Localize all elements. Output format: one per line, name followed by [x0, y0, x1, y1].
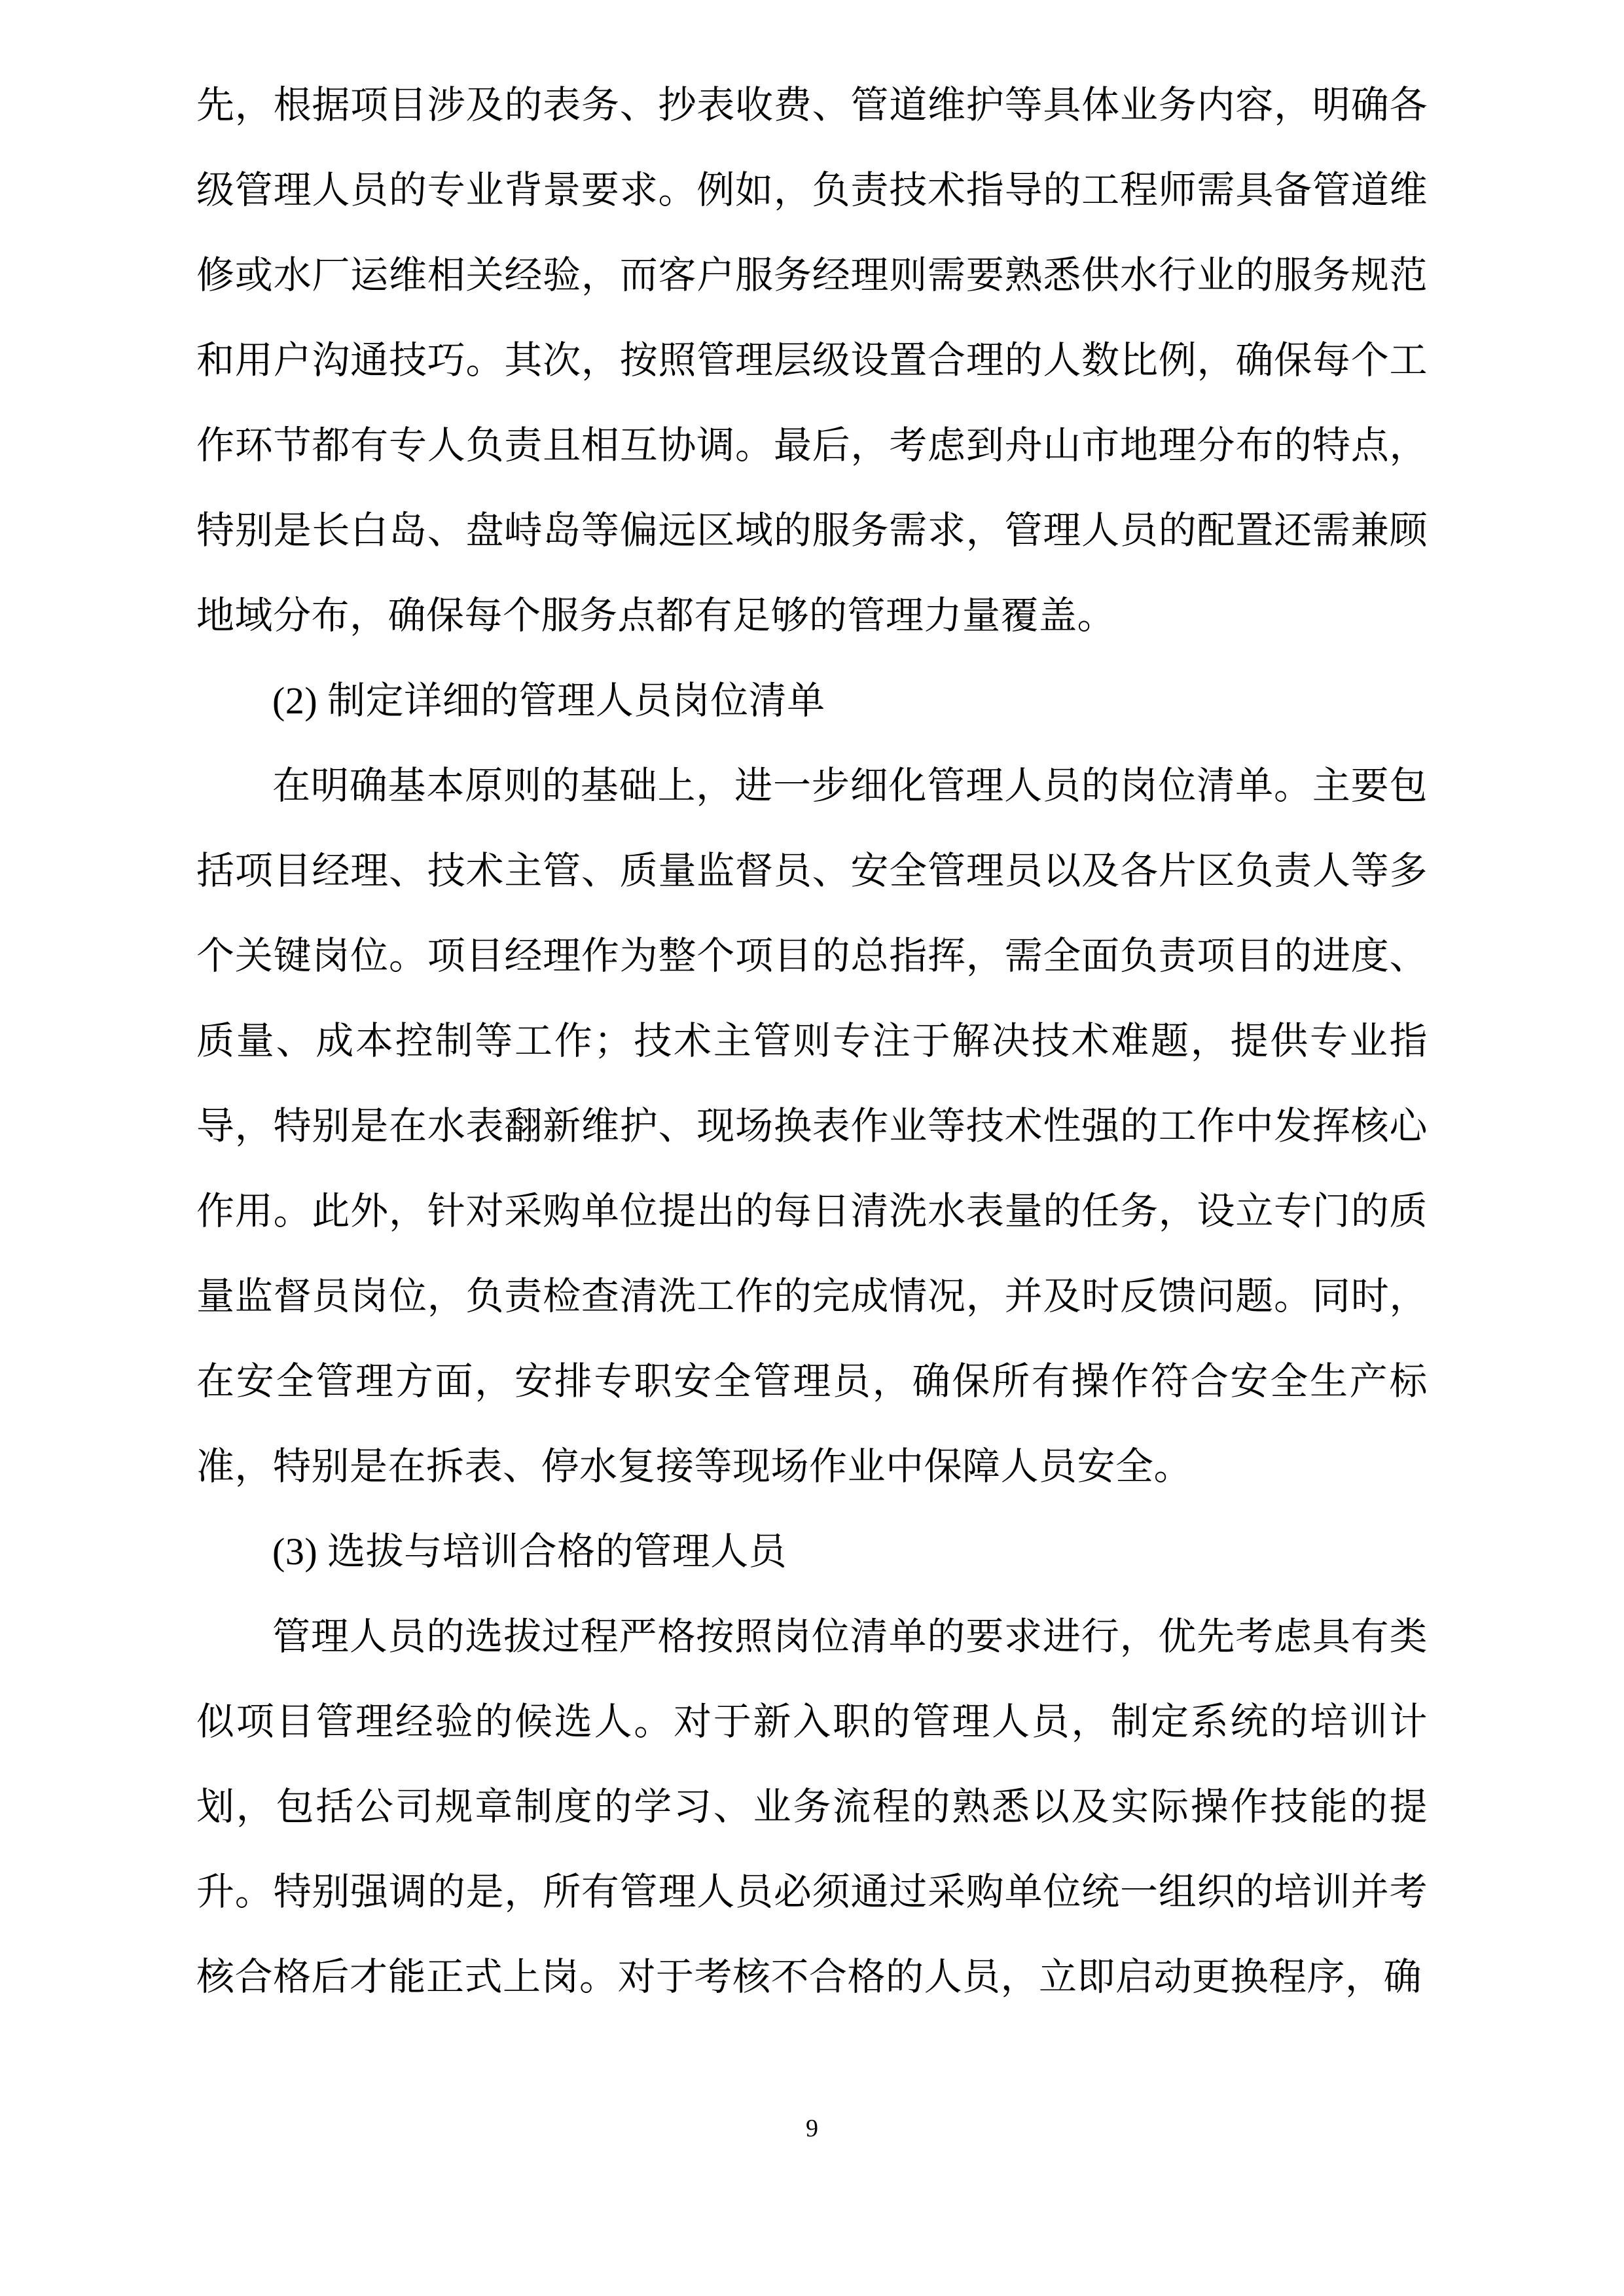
section-heading-2: (2) 制定详细的管理人员岗位清单 — [272, 679, 825, 722]
section-heading-3: (3) 选拔与培训合格的管理人员 — [272, 1530, 787, 1573]
paragraph-section-3: 管理人员的选拔过程严格按照岗位清单的要求进行，优先考虑具有类似项目管理经验的候选人。对于新入职的管理人员，制定系统的培训计划，包括公司规章制度的学习、业务流程的熟悉以及实际操作技能的提升。特别强调的是，所有管理人员必须通过采购单位统一组织的培训并考核合格后才能正式上岗。对于考核不合格的人员，立即启动更换程序，确 — [196, 1615, 1428, 1998]
paragraph-continuation: 先，根据项目涉及的表务、抄表收费、管道维护等具体业务内容，明确各级管理人员的专业背景要求。例如，负责技术指导的工程师需具备管道维修或水厂运维相关经验，而客户服务经理则需要熟悉供水行业的服务规范和用户沟通技巧。其次，按照管理层级设置合理的人数比例，确保每个工作环节都有专人负责且相互协调。最后，考虑到舟山市地理分布的特点，特别是长白岛、盘峙岛等偏远区域的服务需求，管理人员的配置还需兼顾地域分布，确保每个服务点都有足够的管理力量覆盖。 — [196, 84, 1428, 637]
paragraph-section-2: 在明确基本原则的基础上，进一步细化管理人员的岗位清单。主要包括项目经理、技术主管、质量监督员、安全管理员以及各片区负责人等多个关键岗位。项目经理作为整个项目的总指挥，需全面负责项目的进度、质量、成本控制等工作；技术主管则专注于解决技术难题，提供专业指导，特别是在水表翻新维护、现场换表作业等技术性强的工作中发挥核心作用。此外，针对采购单位提出的每日清洗水表量的任务，设立专门的质量监督员岗位，负责检查清洗工作的完成情况，并及时反馈问题。同时，在安全管理方面，安排专职安全管理员，确保所有操作符合安全生产标准，特别是在拆表、停水复接等现场作业中保障人员安全。 — [196, 764, 1428, 1488]
page-number: 9 — [806, 2115, 818, 2142]
